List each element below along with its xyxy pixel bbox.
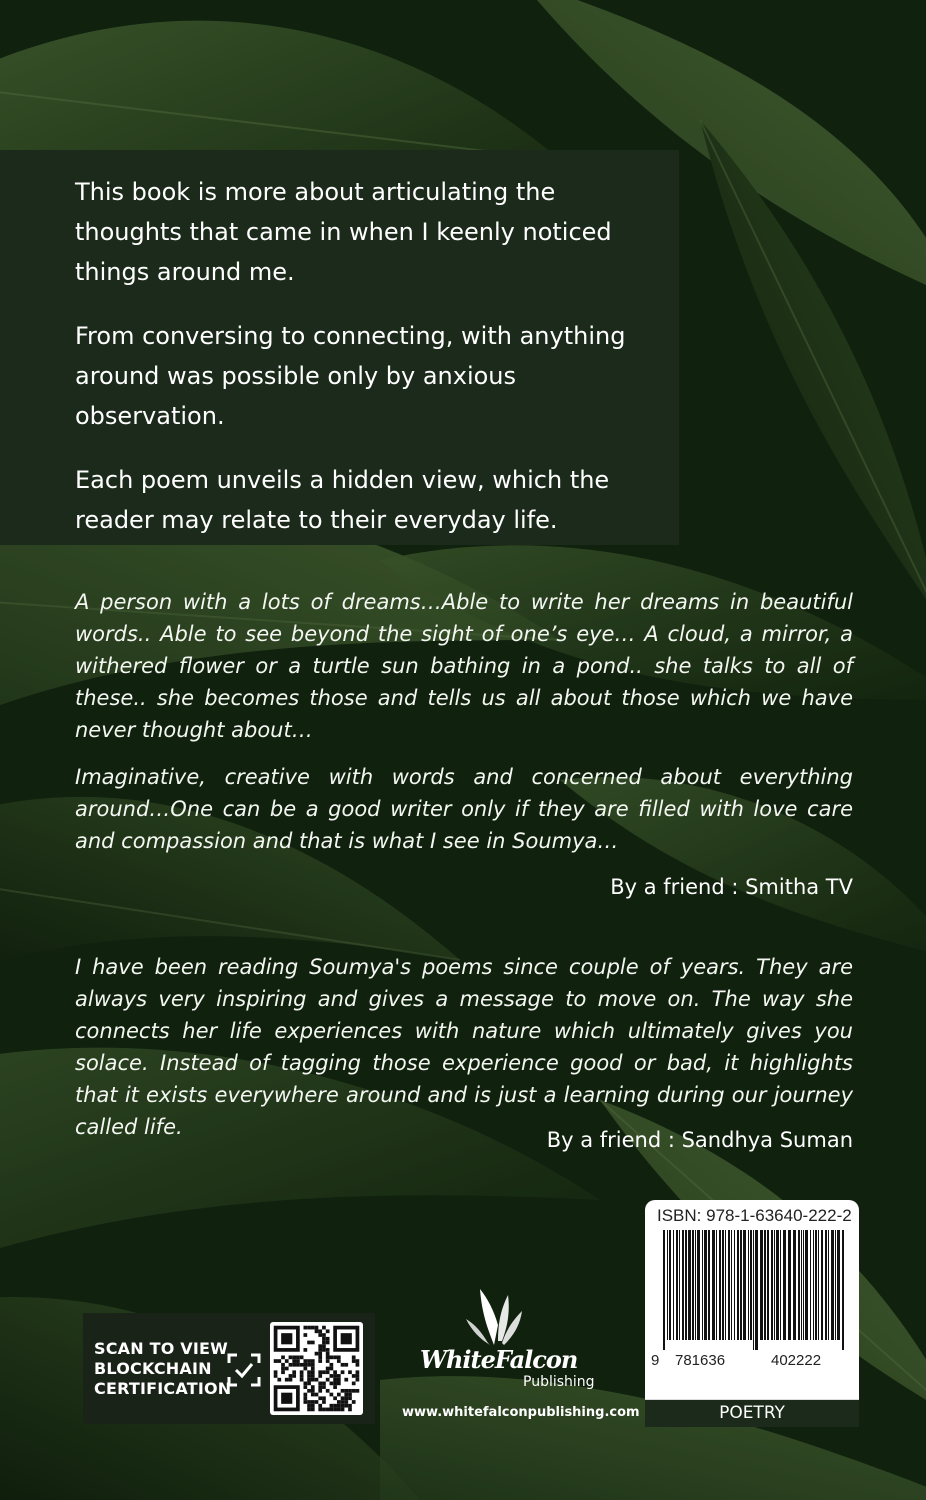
barcode-bars — [663, 1230, 845, 1350]
blurb-paragraph-2: From conversing to connecting, with anything around was possible only by anxious observation. — [75, 322, 626, 430]
category-label: POETRY — [645, 1399, 859, 1427]
qr-code[interactable] — [270, 1322, 363, 1415]
review-smitha — [75, 586, 853, 872]
barcode-digits-right: 402222 — [771, 1352, 822, 1369]
isbn-number: ISBN: 978-1-63640-222-2 — [657, 1206, 852, 1225]
barcode-digit-prefix: 9 — [651, 1352, 660, 1369]
barcode-digits-left: 781636 — [675, 1352, 726, 1369]
certification-label: SCAN TO VIEW BLOCKCHAIN CERTIFICATION — [94, 1339, 232, 1398]
review-byline-sandhya: By a friend : Sandhya Suman — [546, 1128, 853, 1152]
scan-frame-check-icon — [227, 1353, 261, 1387]
review-paragraph: Imaginative, creative with words and concerned about everything around…One can be a good writer only if they are filled with love care and compassion and that is what I see in Soumya… — [75, 765, 853, 853]
blurb-paragraph-1: This book is more about articulating the thoughts that came in when I keenly noticed things around me. — [75, 178, 612, 286]
review-byline-smitha: By a friend : Smitha TV — [610, 875, 853, 899]
publisher-url[interactable]: www.whitefalconpublishing.com — [402, 1405, 640, 1420]
publisher-logo — [398, 1283, 640, 1433]
publisher-name: WhiteFalcon — [420, 1345, 578, 1374]
blurb-paragraph-3: Each poem unveils a hidden view, which the reader may relate to their everyday life. — [75, 466, 610, 534]
blurb-panel — [0, 150, 679, 545]
blockchain-certification — [83, 1313, 375, 1424]
review-sandhya — [75, 951, 853, 1158]
review-paragraph: I have been reading Soumya's poems since couple of years. They are always very inspiring and gives a message to move on. The way she connects her life experiences with nature which ultimately gives you solace. Instead of tagging those experience good or bad, it highlights that it exists everywhere around and is just a learning during our journey called life. — [75, 955, 853, 1139]
publisher-sub: Publishing — [523, 1374, 595, 1390]
review-paragraph: A person with a lots of dreams…Able to write her dreams in beautiful words.. Able to see beyond the sight of one’s eye… A cloud, a mirror, a withered flower or a turtle sun bathing in a pond.. she talks to all of these.. she becomes those and tells us all about those which we have never thought about… — [75, 590, 853, 742]
isbn-barcode — [645, 1200, 859, 1399]
falcon-wing-icon — [458, 1285, 528, 1347]
